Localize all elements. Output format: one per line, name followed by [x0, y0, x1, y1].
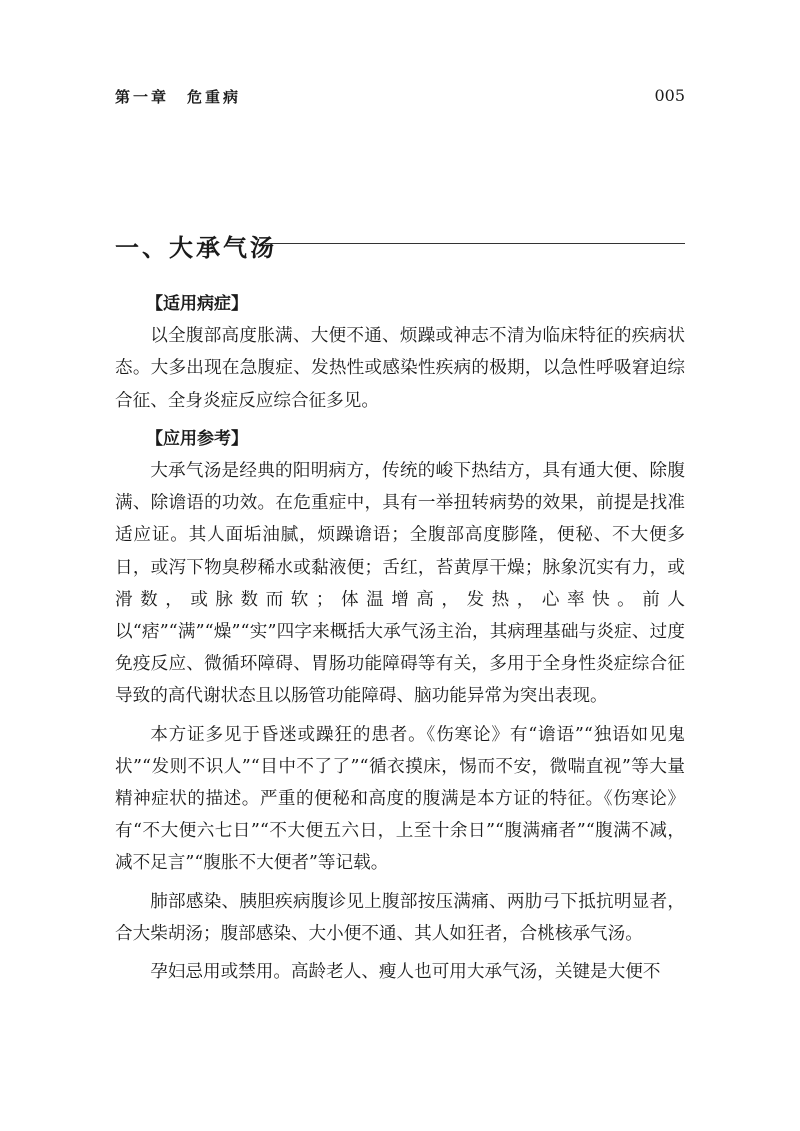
running-head — [115, 86, 685, 110]
reference-paragraph: 大承气汤是经典的阳明病方，传统的峻下热结方，具有通大便、除腹满、除谵语的功效。在危重症中，具有一举扭转病势的效果，前提是找准适应证。其人面垢油腻，烦躁谵语；全腹部高度膨隆，便秘、不大便多日，或泻下物臭秽稀水或黏液便；舌红，苔黄厚干燥；脉象沉实有力，或滑数，或脉数而软；体温增高，发热，心率快。前人以“痞”“满”“燥”“实”四字来概括大承气汤主治，其病理基础与炎症、过度免疫反应、微循环障碍、胃肠功能障碍等有关，多用于全身性炎症综合征导致的高代谢状态且以肠管功能障碍、脑功能异常为突出表现。 — [115, 461, 685, 707]
section-title: 一、大承气汤 — [115, 228, 283, 263]
indications-heading: 【适用病症】 — [146, 294, 248, 314]
chapter-title: 第一章 危重病 — [115, 88, 242, 106]
heading-rule — [265, 243, 685, 244]
reference-heading: 【应用参考】 — [146, 428, 248, 449]
body-text — [115, 288, 685, 994]
reference-paragraph: 本方证多见于昏迷或躁狂的患者。《伤寒论》有“谵语”“独语如见鬼状”“发则不识人”“目中不了了”“循衣摸床，惕而不安，微喘直视”等大量精神症状的描述。严重的便秘和高度的腹满是本方证的特征。《伤寒论》有“不大便六七日”“不大便五六日，上至十余日”“腹满痛者”“腹满不减，减不足言”“腹胀不大便者”等记载。 — [115, 724, 685, 874]
reference-paragraph: 孕妇忌用或禁用。高龄老人、瘦人也可用大承气汤，关键是大便不 — [150, 962, 661, 983]
indications-paragraph: 以全腹部高度胀满、大便不通、烦躁或神志不清为临床特征的疾病状态。大多出现在急腹症、发热性或感染性疾病的极期，以急性呼吸窘迫综合征、全身炎症反应综合征多见。 — [115, 326, 685, 411]
reference-paragraph: 肺部感染、胰胆疾病腹诊见上腹部按压满痛、两肋弓下抵抗明显者，合大柴胡汤；腹部感染、大小便不通、其人如狂者，合桃核承气汤。 — [115, 891, 685, 944]
section-heading — [115, 228, 685, 260]
page-number: 005 — [654, 86, 685, 105]
